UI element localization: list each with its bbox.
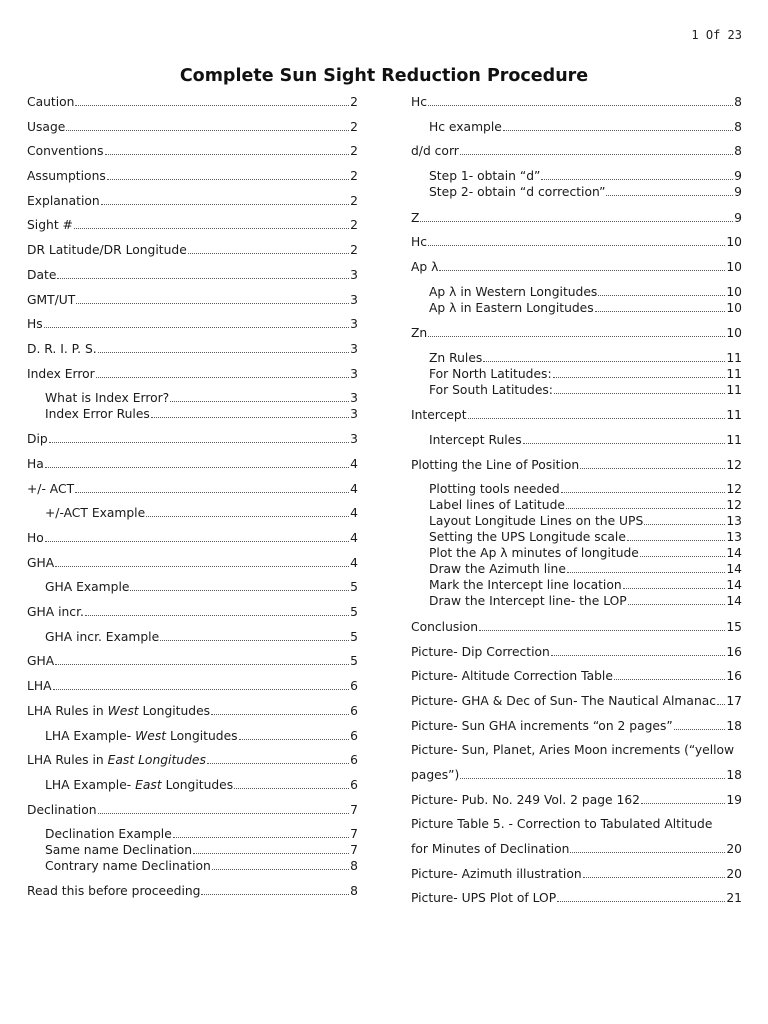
toc-entry-picture-table5[interactable]: Picture Table 5. - Correction to Tabulated Altitude: [411, 817, 713, 832]
toc-entry-date[interactable]: Date 3: [27, 267, 358, 282]
dot-leader: [428, 335, 725, 337]
toc-entry-gmt-ut[interactable]: GMT/UT 3: [27, 292, 358, 307]
toc-entry-assumptions[interactable]: Assumptions 2: [27, 169, 358, 184]
dot-leader: [551, 654, 725, 656]
toc-entry-picture-azimuth[interactable]: Picture- Azimuth illustration 20: [411, 866, 742, 881]
toc-entry-gha-incr[interactable]: GHA incr. 5: [27, 605, 358, 620]
dot-leader: [623, 587, 726, 589]
dot-leader: [57, 277, 349, 279]
dot-leader: [130, 589, 349, 591]
toc-entry-picture-dip[interactable]: Picture- Dip Correction 16: [411, 644, 742, 659]
toc-entry-hs[interactable]: Hs 3: [27, 317, 358, 332]
dot-leader: [151, 416, 349, 418]
dot-leader: [201, 893, 349, 895]
dot-leader: [583, 876, 726, 878]
dot-leader: [641, 802, 725, 804]
toc-entry-conventions[interactable]: Conventions 2: [27, 144, 358, 159]
toc-entry-lha-example-west[interactable]: LHA Example- West Longitudes 6: [45, 728, 358, 743]
toc-entry-lha-rules-east[interactable]: LHA Rules in East Longitudes 6: [27, 753, 358, 768]
dot-leader: [107, 178, 349, 180]
toc-entry-step-1[interactable]: Step 1- obtain “d” 9: [429, 169, 742, 184]
toc-entry-mark-intercept[interactable]: Mark the Intercept line location 14: [429, 578, 742, 593]
toc-entry-picture-table5-cont[interactable]: for Minutes of Declination 20: [411, 842, 742, 857]
dot-leader: [428, 104, 733, 106]
toc-entry-gha-incr-example[interactable]: GHA incr. Example 5: [45, 629, 358, 644]
toc-entry-picture-altitude[interactable]: Picture- Altitude Correction Table 16: [411, 669, 742, 684]
toc-left-column: [27, 94, 358, 899]
toc-entry-gha-example[interactable]: GHA Example 5: [45, 580, 358, 595]
toc-entry-index-error-rules[interactable]: Index Error Rules 3: [45, 407, 358, 422]
toc-entry-hc[interactable]: Hc 8: [411, 95, 742, 109]
dot-leader: [420, 220, 733, 222]
toc-entry-intercept-rules[interactable]: Intercept Rules 11: [429, 433, 742, 447]
toc-entry-declination[interactable]: Declination 7: [27, 802, 358, 817]
dot-leader: [239, 738, 350, 740]
toc-entry-picture-almanac[interactable]: Picture- GHA & Dec of Sun- The Nautical Almanac 17: [411, 693, 742, 708]
toc-entry-azimuth-line[interactable]: Draw the Azimuth line 14: [429, 562, 742, 577]
toc-entry-north-latitudes[interactable]: For North Latitudes: 11: [429, 366, 742, 381]
dot-leader: [561, 491, 726, 493]
dot-leader: [428, 244, 725, 246]
toc-entry-lha[interactable]: LHA 6: [27, 679, 358, 694]
dot-leader: [541, 178, 733, 180]
toc-entry-conclusion[interactable]: Conclusion 15: [411, 619, 742, 634]
toc-entry-lha-example-east[interactable]: LHA Example- East Longitudes 6: [45, 777, 358, 792]
dot-leader: [76, 302, 349, 304]
dot-leader: [45, 466, 349, 468]
dot-leader: [101, 203, 349, 205]
dot-leader: [460, 153, 733, 155]
dot-leader: [188, 252, 349, 254]
toc-entry-sight-number[interactable]: Sight # 2: [27, 218, 358, 233]
dot-leader: [479, 629, 725, 631]
toc-entry-d-corr[interactable]: d/d corr 8: [411, 144, 742, 159]
toc-entry-picture-gha-increments[interactable]: Picture- Sun GHA increments “on 2 pages” 18: [411, 718, 742, 733]
dot-leader: [234, 787, 349, 789]
toc-entry-same-name-declination[interactable]: Same name Declination 7: [45, 843, 358, 858]
dot-leader: [53, 688, 350, 690]
dot-leader: [66, 129, 349, 131]
toc-entry-gha[interactable]: GHA 4: [27, 555, 358, 570]
dot-leader: [553, 376, 726, 378]
dot-leader: [85, 614, 349, 616]
toc-entry-read-before-proceeding[interactable]: Read this before proceeding 8: [27, 884, 358, 899]
dot-leader: [644, 523, 725, 525]
dot-leader: [98, 351, 349, 353]
toc-entry-picture-yellow-pages[interactable]: Picture- Sun, Planet, Aries Moon increments (“yellow: [411, 743, 735, 758]
toc-entry-contrary-name-declination[interactable]: Contrary name Declination 8: [45, 859, 358, 874]
dot-leader: [207, 762, 349, 764]
dot-leader: [460, 777, 725, 779]
dot-leader: [96, 376, 349, 378]
toc-entry-declination-example[interactable]: Declination Example 7: [45, 827, 358, 842]
dot-leader: [146, 515, 349, 517]
toc-entry-layout-longitude[interactable]: Layout Longitude Lines on the UPS 13: [429, 514, 742, 529]
dot-leader: [439, 269, 725, 271]
toc-entry-lha-rules-west[interactable]: LHA Rules in West Longitudes 6: [27, 703, 358, 718]
toc-entry-ups-scale[interactable]: Setting the UPS Longitude scale 13: [429, 530, 742, 545]
dot-leader: [557, 900, 725, 902]
dot-leader: [717, 703, 725, 705]
toc-entry-caution[interactable]: Caution 2: [27, 95, 358, 109]
dot-leader: [170, 400, 349, 402]
dot-leader: [75, 104, 349, 106]
dot-leader: [75, 491, 349, 493]
toc-entry-usage[interactable]: Usage 2: [27, 119, 358, 134]
page-number: 1 Of 23: [691, 28, 742, 42]
toc-entry-zn-rules[interactable]: Zn Rules 11: [429, 350, 742, 365]
toc-entry-act-example[interactable]: +/-ACT Example 4: [45, 506, 358, 521]
dot-leader: [193, 852, 349, 854]
dot-leader: [674, 728, 726, 730]
toc-entry-drips[interactable]: D. R. I. P. S. 3: [27, 341, 358, 356]
toc-entry-gha-2[interactable]: GHA 5: [27, 654, 358, 669]
toc-entry-step-2[interactable]: Step 2- obtain “d correction” 9: [429, 185, 742, 200]
toc-entry-plotting-tools[interactable]: Plotting tools needed 12: [429, 482, 742, 497]
dot-leader: [173, 836, 349, 838]
dot-leader: [598, 294, 725, 296]
dot-leader: [523, 442, 726, 444]
dot-leader: [212, 868, 349, 870]
toc-entry-dip[interactable]: Dip 3: [27, 432, 358, 447]
toc-entry-what-is-index-error[interactable]: What is Index Error? 3: [45, 391, 358, 406]
toc-entry-zn[interactable]: Zn 10: [411, 326, 742, 341]
toc-entry-plot-ap-lambda[interactable]: Plot the Ap λ minutes of longitude 14: [429, 546, 742, 561]
dot-leader: [55, 663, 349, 665]
toc-entry-act[interactable]: +/- ACT 4: [27, 481, 358, 496]
dot-leader: [74, 227, 349, 229]
dot-leader: [468, 417, 726, 419]
toc-entry-picture-ups-plot[interactable]: Picture- UPS Plot of LOP 21: [411, 891, 742, 906]
dot-leader: [160, 639, 349, 641]
document-title: Complete Sun Sight Reduction Procedure: [179, 66, 589, 86]
dot-leader: [98, 812, 350, 814]
toc-entry-explanation[interactable]: Explanation 2: [27, 193, 358, 208]
toc-entry-index-error[interactable]: Index Error 3: [27, 366, 358, 381]
toc-entry-ap-lambda[interactable]: Ap λ 10: [411, 259, 742, 274]
dot-leader: [503, 129, 733, 131]
dot-leader: [105, 153, 350, 155]
toc-right-column: [411, 94, 742, 906]
toc-entry-ap-lambda-west[interactable]: Ap λ in Western Longitudes 10: [429, 284, 742, 299]
toc-entry-plotting-lop[interactable]: Plotting the Line of Position 12: [411, 457, 742, 472]
dot-leader: [580, 467, 725, 469]
dot-leader: [483, 360, 725, 362]
toc-entry-picture-yellow-pages-cont[interactable]: pages”) 18: [411, 768, 742, 782]
dot-leader: [211, 713, 349, 715]
dot-leader: [570, 851, 725, 853]
dot-leader: [45, 540, 349, 542]
toc-entry-draw-lop[interactable]: Draw the Intercept line- the LOP 14: [429, 594, 742, 609]
toc-entry-intercept[interactable]: Intercept 11: [411, 408, 742, 423]
dot-leader: [606, 194, 733, 196]
dot-leader: [627, 539, 725, 541]
toc-entry-ho[interactable]: Ho 4: [27, 531, 358, 545]
toc-entry-label-latitude[interactable]: Label lines of Latitude 12: [429, 498, 742, 513]
dot-leader: [640, 555, 725, 557]
dot-leader: [595, 310, 726, 312]
dot-leader: [554, 392, 725, 394]
toc-entry-dr-lat-long[interactable]: DR Latitude/DR Longitude 2: [27, 243, 358, 258]
toc-entry-hc-example[interactable]: Hc example 8: [429, 119, 742, 134]
toc-entry-ap-lambda-east[interactable]: Ap λ in Eastern Longitudes 10: [429, 300, 742, 315]
dot-leader: [614, 678, 725, 680]
toc-entry-ha[interactable]: Ha 4: [27, 456, 358, 471]
toc-entry-picture-pub249[interactable]: Picture- Pub. No. 249 Vol. 2 page 162 19: [411, 792, 742, 807]
dot-leader: [628, 603, 726, 605]
dot-leader: [55, 565, 349, 567]
toc-entry-z[interactable]: Z 9: [411, 210, 742, 225]
toc-entry-hc-2[interactable]: Hc 10: [411, 235, 742, 250]
dot-leader: [49, 441, 349, 443]
dot-leader: [567, 571, 725, 573]
dot-leader: [44, 326, 350, 328]
dot-leader: [566, 507, 725, 509]
toc-entry-south-latitudes[interactable]: For South Latitudes: 11: [429, 382, 742, 397]
